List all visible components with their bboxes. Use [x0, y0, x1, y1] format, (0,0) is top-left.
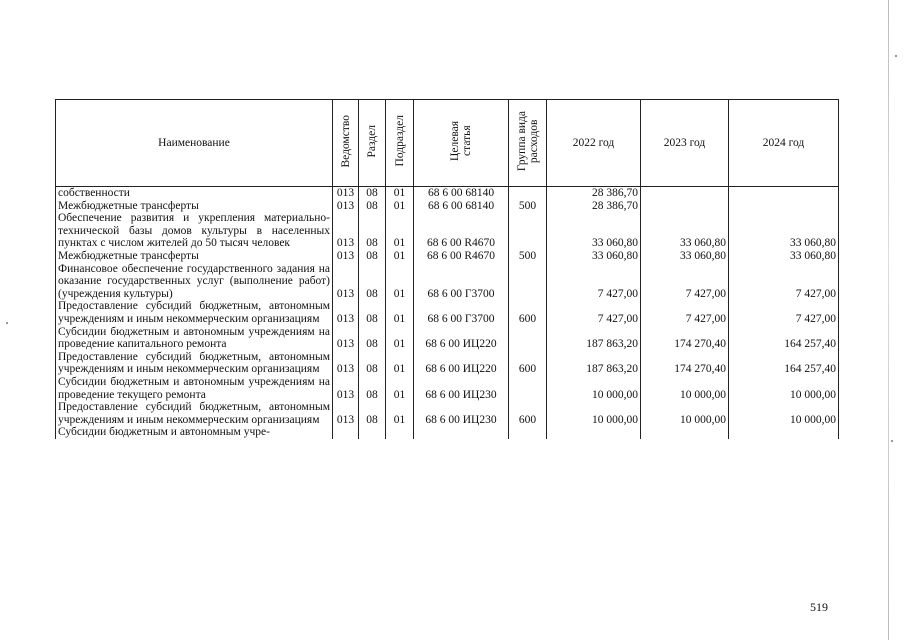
row-subsection: 01: [386, 351, 414, 376]
header-expense-group: Группа вида расходов: [509, 100, 547, 187]
row-expense-group: [509, 426, 547, 439]
row-amount-2024: [729, 426, 839, 439]
table-row-continued: [56, 426, 839, 439]
row-expense-group: 600: [509, 351, 547, 376]
row-amount-2023: [641, 187, 729, 200]
row-amount-2022: [547, 426, 641, 439]
header-name: Наименование: [56, 100, 333, 187]
row-name: Финансовое обеспечение государственного задания на оказание государственных услуг (выполнение работ) (учреждения культуры): [56, 263, 333, 301]
row-section: 08: [359, 326, 386, 351]
row-amount-2022: 33 060,80: [547, 212, 641, 250]
row-amount-2022: 187 863,20: [547, 351, 641, 376]
row-department: 013: [333, 300, 359, 325]
row-expense-group: 500: [509, 250, 547, 263]
row-amount-2024: 33 060,80: [729, 250, 839, 263]
row-target-article: 68 6 00 ИЦ220: [414, 326, 509, 351]
row-subsection: 01: [386, 263, 414, 301]
row-name: Субсидии бюджетным и автономным учреждениям на проведение текущего ремонта: [56, 376, 333, 401]
table-row: [56, 300, 839, 325]
row-amount-2023: 33 060,80: [641, 212, 729, 250]
table-row: [56, 263, 839, 301]
table-row: [56, 326, 839, 351]
header-target-article: Целевая статья: [414, 100, 509, 187]
row-expense-group: [509, 263, 547, 301]
row-subsection: [386, 426, 414, 439]
scan-speck: [891, 440, 893, 442]
row-amount-2022: 7 427,00: [547, 300, 641, 325]
row-target-article: 68 6 00 68140: [414, 187, 509, 200]
row-name: Межбюджетные трансферты: [56, 200, 333, 213]
row-amount-2022: 7 427,00: [547, 263, 641, 301]
row-expense-group: [509, 326, 547, 351]
row-section: [359, 426, 386, 439]
scan-speck: [6, 322, 8, 324]
header-department: Ведомство: [333, 100, 359, 187]
row-expense-group: 600: [509, 300, 547, 325]
row-target-article: 68 6 00 Г3700: [414, 300, 509, 325]
row-amount-2023: 10 000,00: [641, 401, 729, 426]
row-subsection: 01: [386, 401, 414, 426]
row-amount-2023: 10 000,00: [641, 376, 729, 401]
row-subsection: 01: [386, 326, 414, 351]
header-year-2023: 2023 год: [641, 100, 729, 187]
row-department: 013: [333, 250, 359, 263]
row-amount-2023: 7 427,00: [641, 263, 729, 301]
table-row: [56, 401, 839, 426]
row-section: 08: [359, 300, 386, 325]
page-edge: [888, 0, 889, 640]
header-section: Раздел: [359, 100, 386, 187]
row-department: 013: [333, 187, 359, 200]
row-amount-2022: 28 386,70: [547, 187, 641, 200]
row-expense-group: [509, 187, 547, 200]
row-target-article: 68 6 00 ИЦ220: [414, 351, 509, 376]
row-name: Субсидии бюджетным и автономным учре-: [56, 426, 333, 439]
row-amount-2024: [729, 187, 839, 200]
table-row: [56, 187, 839, 200]
row-section: 08: [359, 263, 386, 301]
row-department: 013: [333, 200, 359, 213]
row-target-article: [414, 426, 509, 439]
row-subsection: 01: [386, 376, 414, 401]
row-amount-2024: 164 257,40: [729, 351, 839, 376]
row-amount-2023: [641, 200, 729, 213]
row-department: 013: [333, 212, 359, 250]
header-year-2022: 2022 год: [547, 100, 641, 187]
row-amount-2022: 187 863,20: [547, 326, 641, 351]
row-amount-2024: 10 000,00: [729, 401, 839, 426]
row-subsection: 01: [386, 300, 414, 325]
budget-table: [55, 99, 839, 439]
row-target-article: 68 6 00 Г3700: [414, 263, 509, 301]
row-target-article: 68 6 00 68140: [414, 200, 509, 213]
row-name: Межбюджетные трансферты: [56, 250, 333, 263]
row-department: 013: [333, 326, 359, 351]
row-amount-2024: 33 060,80: [729, 212, 839, 250]
row-department: [333, 426, 359, 439]
row-amount-2024: [729, 200, 839, 213]
header-subsection: Подраздел: [386, 100, 414, 187]
row-amount-2024: 164 257,40: [729, 326, 839, 351]
table-header-row: [56, 100, 839, 187]
row-section: 08: [359, 200, 386, 213]
table-row: [56, 351, 839, 376]
row-section: 08: [359, 250, 386, 263]
row-amount-2022: 28 386,70: [547, 200, 641, 213]
row-subsection: 01: [386, 187, 414, 200]
table-row: [56, 212, 839, 250]
table-row: [56, 376, 839, 401]
row-target-article: 68 6 00 ИЦ230: [414, 401, 509, 426]
row-subsection: 01: [386, 212, 414, 250]
row-target-article: 68 6 00 ИЦ230: [414, 376, 509, 401]
row-amount-2023: [641, 426, 729, 439]
row-amount-2023: 7 427,00: [641, 300, 729, 325]
page-number: 519: [810, 600, 828, 614]
row-name: Предоставление субсидий бюджетным, автономным учреждениям и иным некоммерческим организациям: [56, 300, 333, 325]
scan-speck: [895, 55, 897, 57]
row-department: 013: [333, 376, 359, 401]
row-amount-2022: 10 000,00: [547, 376, 641, 401]
row-section: 08: [359, 187, 386, 200]
row-amount-2023: 174 270,40: [641, 351, 729, 376]
row-amount-2024: 10 000,00: [729, 376, 839, 401]
row-subsection: 01: [386, 250, 414, 263]
row-subsection: 01: [386, 200, 414, 213]
row-expense-group: [509, 212, 547, 250]
table-row: [56, 200, 839, 213]
row-expense-group: 600: [509, 401, 547, 426]
row-amount-2024: 7 427,00: [729, 263, 839, 301]
row-target-article: 68 6 00 R4670: [414, 250, 509, 263]
row-section: 08: [359, 376, 386, 401]
row-expense-group: [509, 376, 547, 401]
row-amount-2024: 7 427,00: [729, 300, 839, 325]
table-row: [56, 250, 839, 263]
row-amount-2023: 33 060,80: [641, 250, 729, 263]
row-section: 08: [359, 351, 386, 376]
row-name: Предоставление субсидий бюджетным, автономным учреждениям и иным некоммерческим организациям: [56, 351, 333, 376]
row-section: 08: [359, 401, 386, 426]
row-amount-2023: 174 270,40: [641, 326, 729, 351]
row-amount-2022: 33 060,80: [547, 250, 641, 263]
row-expense-group: 500: [509, 200, 547, 213]
row-department: 013: [333, 351, 359, 376]
row-department: 013: [333, 263, 359, 301]
header-year-2024: 2024 год: [729, 100, 839, 187]
row-amount-2022: 10 000,00: [547, 401, 641, 426]
row-name: Обеспечение развития и укрепления материально-технической базы домов культуры в населенных пунктах с числом жителей до 50 тысяч человек: [56, 212, 333, 250]
row-section: 08: [359, 212, 386, 250]
row-name: Субсидии бюджетным и автономным учреждениям на проведение капитального ремонта: [56, 326, 333, 351]
row-target-article: 68 6 00 R4670: [414, 212, 509, 250]
row-name: собственности: [56, 187, 333, 200]
row-department: 013: [333, 401, 359, 426]
row-name: Предоставление субсидий бюджетным, автономным учреждениям и иным некоммерческим организациям: [56, 401, 333, 426]
